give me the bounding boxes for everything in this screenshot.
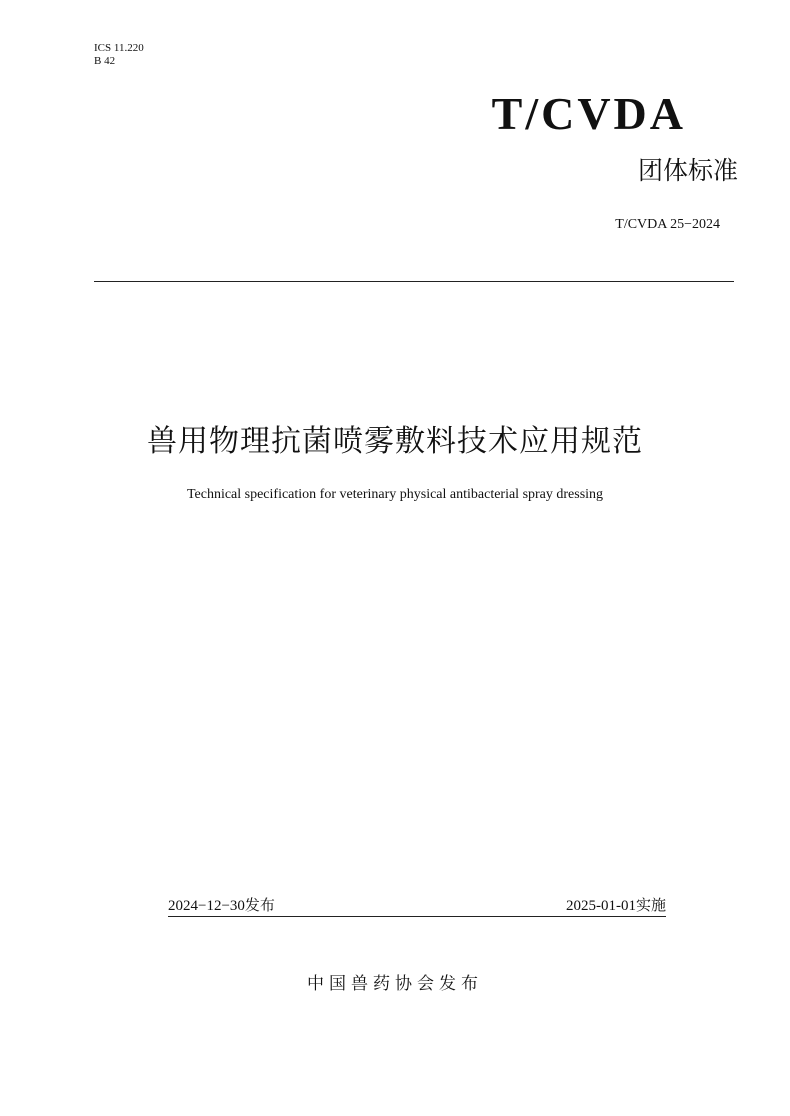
classification-codes	[94, 42, 144, 68]
publish-date: 2024−12−30发布	[168, 898, 275, 914]
ccs-code: B 42	[94, 55, 116, 67]
document-title-zh: 兽用物理抗菌喷雾敷料技术应用规范	[147, 424, 643, 459]
standard-number: T/CVDA 25−2024	[615, 217, 720, 232]
header-divider	[94, 281, 734, 282]
publisher: 中国兽药协会发布	[307, 974, 483, 994]
document-title-en: Technical specification for veterinary physical antibacterial spray dressing	[186, 487, 604, 502]
implement-date: 2025-01-01实施	[566, 898, 666, 914]
ics-code: ICS 11.220	[94, 42, 144, 54]
standard-brand: T/CVDA	[491, 88, 686, 139]
standard-type: 团体标准	[637, 156, 738, 185]
date-line	[168, 896, 666, 917]
